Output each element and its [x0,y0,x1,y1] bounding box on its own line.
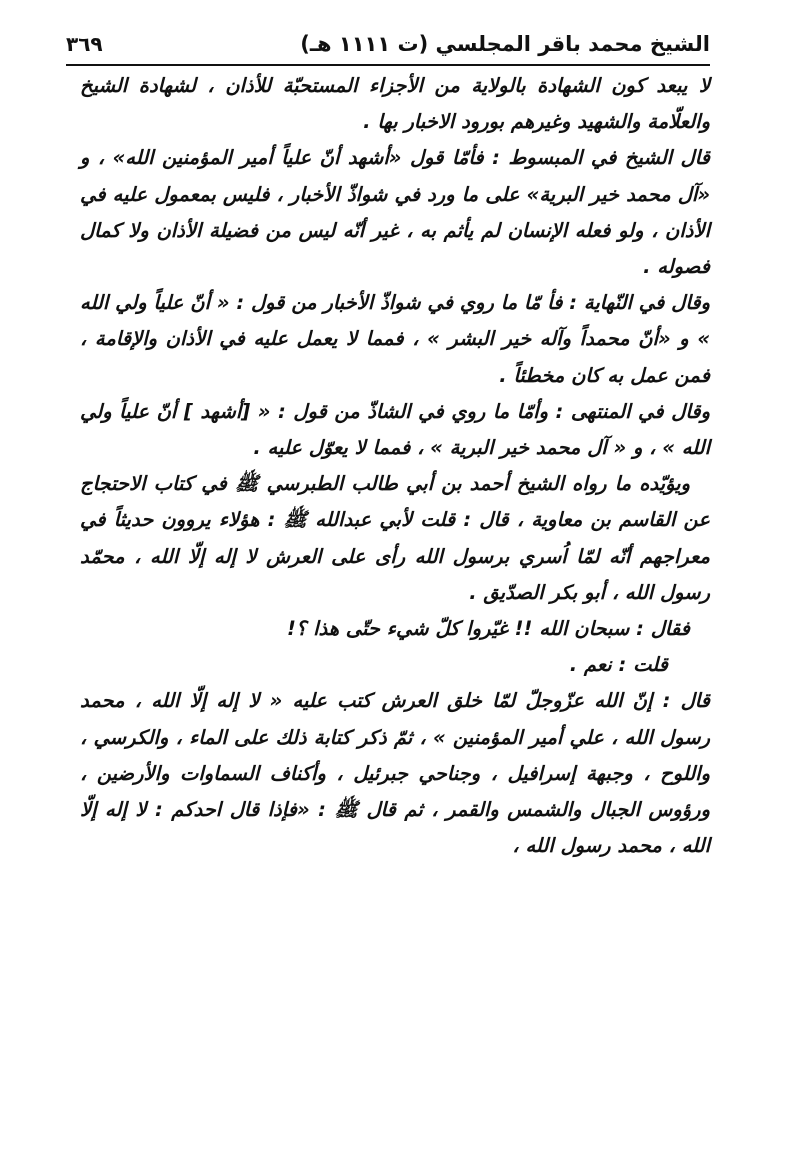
page-number: ٣٦٩ [66,32,103,56]
paragraph: وقال في النّهاية : فأ مّا ما روي في شواذّ الأخبار من قول : « أنّ علياً ولي الله » و «أنّ محمداً وآله خير البشر » ، فمما لا يعمل عليه في الأذان والإقامة ، فمن عمل به كان مخطئاً . [80,291,710,387]
paragraph: قلت : نعم . [569,653,668,677]
page-body [80,68,710,864]
paragraph: قال الشيخ في المبسوط : فأمّا قول «أشهد أنّ علياً أمير المؤمنين الله» ، و «آل محمد خير البرية» على ما ورد في شواذّ الأخبار ، فليس بمعمول عليه في الأذان ، ولو فعله الإنسان لم يأثم به ، غير أنّه ليس من فضيلة الأذان ولا كمال فصوله . [80,146,710,279]
paragraph: وقال في المنتهى : وأمّا ما روي في الشاذّ من قول : « [أشهد ] أنّ علياً ولي الله » ، و « آل محمد خير البرية » ، فمما لا يعوّل عليه . [80,399,710,460]
paragraph: لا يبعد كون الشهادة بالولاية من الأجزاء المستحبّة للأذان ، لشهادة الشيخ والعلّامة والشهيد وغيرهم بورود الاخبار بها . [80,74,710,134]
header-title: الشيخ محمد باقر المجلسي (ت ١١١١ هـ) [300,32,710,56]
paragraph: ويؤيّده ما رواه الشيخ أحمد بن أبي طالب الطبرسي ﷺ في كتاب الاحتجاج عن القاسم بن معاوية ، قال : قلت لأبي عبدالله ﷺ : هؤلاء يروون حديثاً في معراجهم أنّه لمّا اُسري برسول الله رأى على العرش لا إله إلّا الله ، محمّد رسول الله ، أبو بكر الصدّيق . [80,472,710,604]
paragraph: فقال : سبحان الله !! غيّروا كلّ شيء حتّى هذا ؟! [287,617,690,641]
paragraph: قال : إنّ الله عزّوجلّ لمّا خلق العرش كتب عليه « لا إله إلّا الله ، محمد رسول الله ، علي أمير المؤمنين » ، ثمّ ذكر كتابة ذلك على الماء ، والكرسي ، واللوح ، وجبهة إسرافيل ، وجناحي جبرئيل ، وأكناف السماوات والأرضين ، ورؤوس الجبال والشمس والقمر ، ثم قال ﷺ : «فإذا قال احدكم : لا إله إلّا الله ، محمد رسول الله ، [80,689,710,858]
running-header [66,28,710,66]
